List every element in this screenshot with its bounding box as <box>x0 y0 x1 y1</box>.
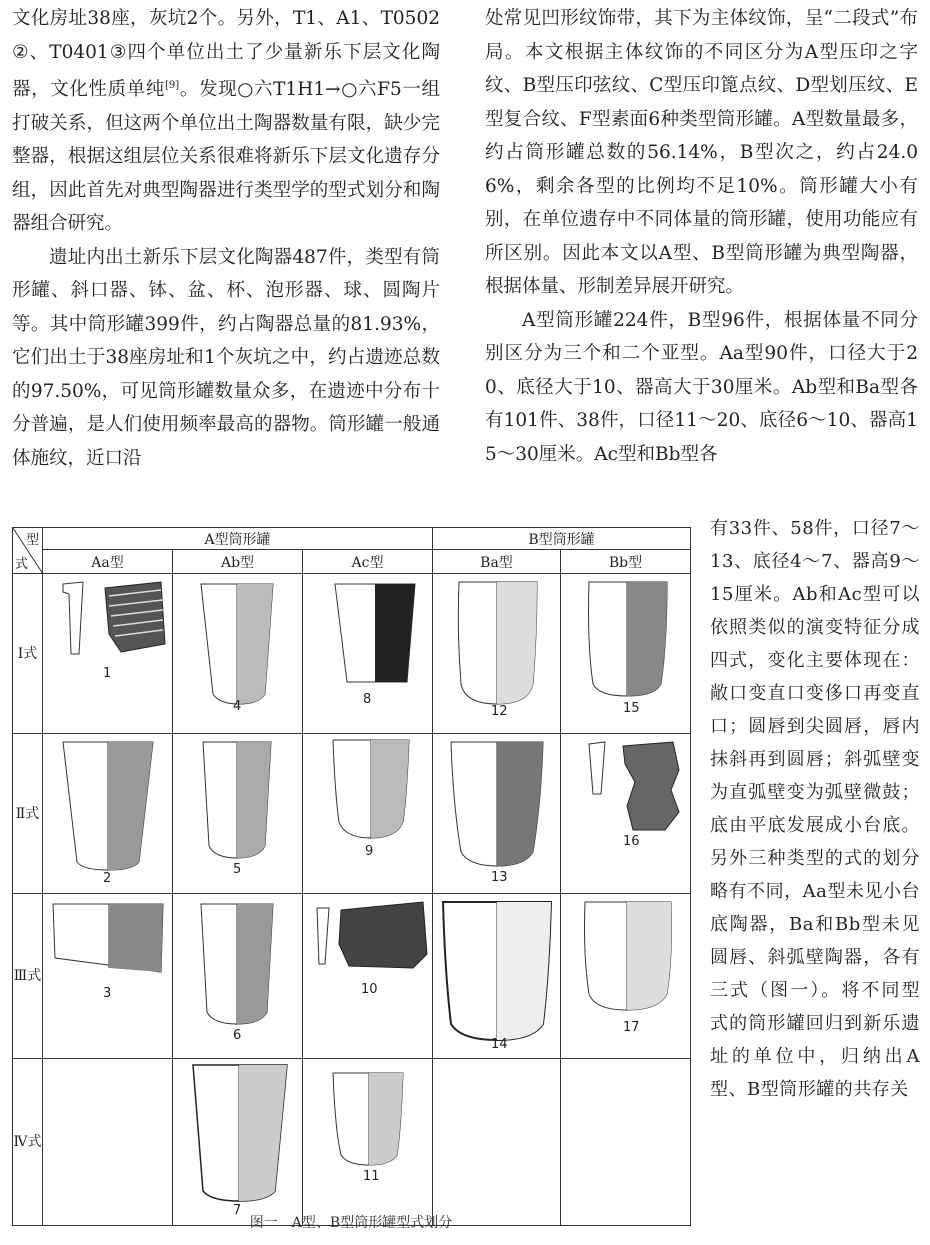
cell-aa-2 <box>43 734 173 894</box>
cell-bb-3 <box>561 894 691 1059</box>
drawing-number: 14 <box>491 1037 508 1052</box>
drawing-number: 17 <box>623 1020 640 1035</box>
paragraph-text-tail: 。发现○六T1H1→○六F5一组打破关系，但这两个单位出土陶器数量有限，缺少完整器，根据这组层位关系很难将新乐下层文化遗存分组，因此首先对典型陶器进行类型学的型式划分和陶器组合研究。 <box>12 79 440 235</box>
cell-ba-3 <box>433 894 561 1059</box>
figure-one <box>12 527 690 1218</box>
subtype-header-ab: Ab型 <box>173 550 303 574</box>
reference-superscript[interactable]: [9] <box>165 80 180 91</box>
group-b-header: B型筒形罐 <box>433 528 691 550</box>
paragraph-intro <box>12 2 440 241</box>
cell-ab-2 <box>173 734 303 894</box>
drawing-number: 5 <box>233 862 242 877</box>
cell-ac-2 <box>303 734 433 894</box>
cell-ab-1 <box>173 574 303 734</box>
drawing-number: 15 <box>623 701 640 716</box>
jar-drawing <box>303 734 433 889</box>
cell-ab-3 <box>173 894 303 1059</box>
cell-aa-3 <box>43 894 173 1059</box>
typology-table <box>12 527 691 1226</box>
drawing-number: 8 <box>363 692 372 707</box>
wrap-column-text: 有33件、58件，口径7～13、底径4～7、器高9～15厘米。Ab和Ac型可以依照类似的演变特征分成四式，变化主要体现在：敞口变直口变侈口再变直口；圆唇到尖圆唇，唇内抹斜再到圆唇；斜弧壁变为直弧壁变为弧壁微鼓；底由平底发展成小台底。另外三种类型的式的划分略有不同，Aa型未见小台底陶器，Ba和Bb型未见圆唇、斜弧壁陶器，各有三式（图一）。将不同型式的筒形罐回归到新乐遗址的单位中，归纳出A型、B型筒形罐的共存关 <box>710 518 920 1100</box>
cell-ac-4 <box>303 1059 433 1226</box>
corner-style-label: 式 <box>15 557 29 572</box>
pottery-sherd-drawing <box>43 574 173 729</box>
pottery-sherd-drawing <box>561 734 691 889</box>
jar-drawing <box>173 1059 303 1221</box>
jar-drawing <box>303 1059 433 1221</box>
cell-ba-1 <box>433 574 561 734</box>
left-column-text <box>12 2 440 475</box>
corner-type-label: 型 <box>25 533 39 548</box>
cell-ac-3 <box>303 894 433 1059</box>
cell-bb-2 <box>561 734 691 894</box>
cell-aa-1 <box>43 574 173 734</box>
drawing-number: 11 <box>363 1169 380 1184</box>
row-header-4: Ⅳ式 <box>13 1059 43 1226</box>
jar-drawing <box>433 894 561 1054</box>
drawing-number: 3 <box>103 986 112 1001</box>
row-header-1: Ⅰ式 <box>13 574 43 734</box>
cell-bb-1 <box>561 574 691 734</box>
right-column-text <box>485 2 918 471</box>
drawing-number: 12 <box>491 704 508 719</box>
group-a-header: A型筒形罐 <box>43 528 433 550</box>
cell-ba-2 <box>433 734 561 894</box>
corner-header <box>13 528 43 574</box>
paragraph-decoration: 处常见凹形纹饰带，其下为主体纹饰，呈“二段式”布局。本文根据主体纹饰的不同区分为A型压印之字纹、B型压印弦纹、C型压印篦点纹、D型划压纹、E型复合纹、F型素面6种类型筒形罐。A型数量最多，约占筒形罐总数的56.14%，B型次之，约占24.06%，剩余各型的比例均不足10%。筒形罐大小有别，在单位遗存中不同体量的筒形罐，使用功能应有所区别。因此本文以A型、B型筒形罐为典型陶器，根据体量、形制差异展开研究。 <box>485 8 918 297</box>
cell-ab-4 <box>173 1059 303 1226</box>
pottery-sherd-drawing <box>303 894 433 1054</box>
paragraph-subtypes: A型筒形罐224件，B型96件，根据体量不同分别区分为三个和二个亚型。Aa型90件，口径大于20、底径大于10、器高大于30厘米。Ab型和Ba型各有101件、38件，口径11～20、底径6～10、器高15～30厘米。Ac型和Bb型各 <box>485 309 918 465</box>
drawing-number: 16 <box>623 834 640 849</box>
drawing-number: 1 <box>103 666 112 681</box>
drawing-number: 13 <box>491 870 508 885</box>
drawing-number: 4 <box>233 699 242 714</box>
jar-drawing <box>43 894 173 1054</box>
paragraph-pottery: 遗址内出土新乐下层文化陶器487件，类型有筒形罐、斜口器、钵、盆、杯、泡形器、球、圆陶片等。其中筒形罐399件，约占陶器总量的81.93%，它们出土于38座房址和1个灰坑之中，约占遗迹总数的97.50%，可见筒形罐数量众多，在遗迹中分布十分普遍，是人们使用频率最高的器物。筒形罐一般通体施纹，近口沿 <box>12 246 440 469</box>
figure-caption: 图一 A型、B型筒形罐型式划分 <box>249 1215 453 1231</box>
row-header-2: Ⅱ式 <box>13 734 43 894</box>
subtype-header-aa: Aa型 <box>43 550 173 574</box>
cell-ba-4 <box>433 1059 561 1226</box>
subtype-header-ba: Ba型 <box>433 550 561 574</box>
drawing-number: 9 <box>365 844 374 859</box>
row-header-3: Ⅲ式 <box>13 894 43 1059</box>
jar-drawing <box>43 734 173 889</box>
paragraph-text: 文化房址38座，灰坑2个。另外，T1、A1、T0502②、T0401③四个单位出土了少量新乐下层文化陶器，文化性质单纯 <box>12 8 440 101</box>
subtype-header-ac: Ac型 <box>303 550 433 574</box>
cell-aa-4 <box>43 1059 173 1226</box>
cell-ac-1 <box>303 574 433 734</box>
jar-drawing <box>433 734 561 889</box>
subtype-header-bb: Bb型 <box>561 550 691 574</box>
drawing-number: 10 <box>361 982 378 997</box>
drawing-number: 6 <box>233 1028 242 1043</box>
drawing-number: 2 <box>103 871 112 886</box>
drawing-number: 7 <box>233 1203 242 1218</box>
cell-bb-4 <box>561 1059 691 1226</box>
